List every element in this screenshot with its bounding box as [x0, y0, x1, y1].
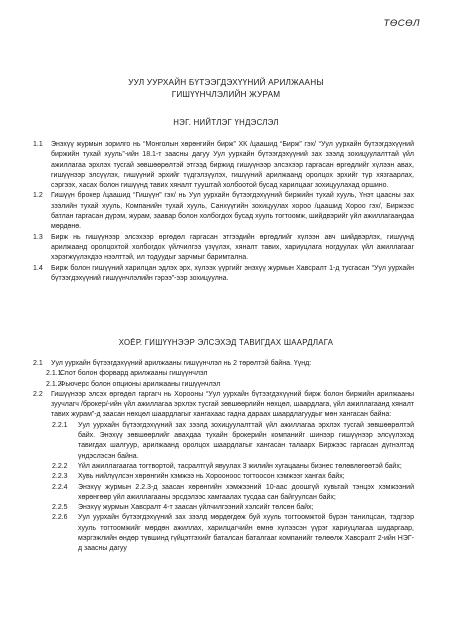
clause-2-2-2 — [0, 462, 452, 472]
clause-text: Гишүүнээр элсэх өргөдөл гаргагч нь Хорооны “Уул уурхайн бүтээгдэхүүний бирж болон биржийн арилжааны зуучлагч /брокер/-ийн үйл ажиллагаа эрхлэх тусгай зөвшөөрлийн нөхцөл, шаардлага, үйл ажиллагаанд хяналт тавих журам”-д заасан нөхцөл шаардлагыг хангахаас гадна дараах шаардлагуудыг мөн хангасан байна: — [51, 390, 414, 419]
clause-text: Хувь нийлүүлсэн хөрөнгийн хэмжээ нь Хорооноос тогтоосон хэмжээг хангах байх; — [78, 473, 345, 481]
clause-1-4 — [0, 264, 452, 285]
clause-text: Уул уурхайн бүтээгдэхүүний арилжааны гишүүнчлэл нь 2 төрөлтэй байна. Үүнд: — [51, 360, 312, 367]
section-1-body — [0, 140, 452, 284]
document-title — [0, 77, 452, 101]
clause-2-2-5 — [0, 503, 452, 513]
clause-2-2-1 — [0, 421, 452, 462]
clause-2-1 — [0, 359, 452, 369]
clause-2-2 — [0, 390, 452, 421]
clause-number: 2.2.2 — [52, 462, 68, 470]
clause-1-2 — [0, 191, 452, 232]
clause-text: Энэхүү журмын зорилго нь “Монголын хөрөнгийн бирж” ХК /цаашид “Бирж” гэх/ “Уул уурхайн бүтээгдэхүүний биржийн тухай хууль”-ийн 18.1-т заасны дагуу Уул уурхайн бүтээгдэхүүний зах зээлд зохицуулалттай үйл ажиллагаа эрхлэх тусгай зөвшөөрөлтэй этгээд биржид гишүүнээр элсэхээр гаргасан өргөдлийг хүлээн авах, гишүүнээр элсүүлэх, гишүүний эрхийг түдгэлзүүлэх, гишүүний арилжаанд оролцох эрхийг түр хязгаарлах, сэргээх, хасах болон гишүүнд тавих хяналт тууштай холбоотой бусад харилцааг зохицуулахад оршино. — [51, 141, 414, 190]
clause-text: Бирж нь гишүүнээр элсэхээр өргөдөл гаргасан этгээдийн өргөдлийг хүлээн авч шийдвэрлэх, гишүүнд арилжаанд оролцохтой холбогдох үйлчилгээ үзүүлэх, хяналт тавих, хариуцлага ногдуулах үйл ажиллагааг хэрэгжүүлэхдээ нээлттэй, ил тодуудыг зарчмыг баримтална. — [51, 233, 414, 262]
clause-number: 2.2.6 — [52, 514, 68, 522]
clause-1-3 — [0, 233, 452, 264]
clause-number: 2.1.2. — [46, 380, 64, 388]
clause-number: 2.1.1. — [46, 370, 64, 378]
document-title-line-2: ГИШҮҮНЧЛЭЛИЙН ЖУРАМ — [171, 90, 281, 99]
clause-number: 2.2.1 — [52, 421, 68, 429]
section-2-heading: ХОЁР. ГИШҮҮНЭЭР ЭЛСЭХЭД ТАВИГДАХ ШААРДЛАГА — [118, 338, 334, 347]
clause-number: 2.2.5 — [52, 504, 68, 512]
clause-text: Уул уурхайн бүтээгдэхүүний зах зээлд мөрдөгдөж буй хууль тогтоомжтой бүрэн танилцсан, тэдгээр хууль тогтоомжийг мөрдөн ажиллах, харилцагчийн өмнө хүлээсэн үүрэг хариуцлагаа шударгаар, мэргэжлийн өндөр түвшинд гүйцэтгэхийг баталсан баталгааг компанийг төлөөлж Хавсралт 2-ийн НЭГ-д заасны дагуу — [78, 514, 414, 553]
clause-text: Фьючерс болон опционы арилжааны гишүүнчлэл — [60, 380, 221, 388]
clause-text: Бирж болон гишүүний харилцан эдлэх эрх, хүлээх үүргийг энэхүү журмын Хавсралт 1-д тусгасан “Уул уурхайн бүтээгдэхүүний гишүүнчлэлийн гэрээ”-ээр зохицуулна. — [51, 264, 414, 282]
clause-text: Гишүүн брокер /цаашид “Гишүүн” гэх/ нь Уул уурхайн бүтээгдэхүүний биржийн тухай хууль, Үнэт цаасны зах зээлийн тухай хууль, Компанийн тухай хууль, Санхүүгийн зохицуулах хороо /цаашид Хороо гэх/, Биржээс батлан гаргасан дүрэм, журам, заавар болон холбогдох бусад хууль тогтоомж, шийдвэрийг үйл ажиллагаандаа мөрдөнө. — [51, 192, 414, 231]
clause-number: 2.1 — [33, 360, 43, 367]
section-1-heading: НЭГ. НИЙТЛЭГ ҮНДЭСЛЭЛ — [173, 118, 279, 127]
clause-2-2-4 — [0, 483, 452, 504]
clause-text: Энэхүү журмын Хавсралт 4-т заасан үйлчилгээний хэлсийг төлсөн байх; — [78, 504, 314, 512]
section-2-body — [0, 359, 452, 555]
clause-2-2-6 — [0, 513, 452, 554]
clause-number: 2.2 — [33, 390, 43, 398]
clause-number: 2.2.4 — [52, 483, 68, 491]
clause-number: 2.2.3 — [52, 473, 68, 481]
clause-text: Спот болон форвард арилжааны гишүүнчлэл — [60, 370, 208, 378]
clause-text: Энэхүү журмын 2.2.3-д заасан хөрөнгийн хэмжээний 10-аас доошгүй хувьтай тэнцэх хэмжээний хөрөнгөөр үйл ажиллагааны эрсдэлээс хамгаалах тусдаа сан байгуулсан байх; — [78, 483, 414, 501]
document-title-line-1: УУЛ УУРХАЙН БҮТЭЭГДЭХҮҮНИЙ АРИЛЖААНЫ — [128, 78, 324, 87]
clause-text: Үйл ажиллагаагаа тогтвортой, тасралтгүй явуулах 3 жилийн хугацааны бизнес төлөвлөгөөтэй байх; — [78, 462, 402, 470]
clause-2-2-3 — [0, 472, 452, 482]
clause-number: 1.3 — [33, 233, 43, 241]
clause-1-1 — [0, 140, 452, 191]
clause-2-1-1 — [0, 369, 452, 379]
draft-label: ТӨСӨЛ — [383, 18, 420, 29]
clause-number: 1.1 — [33, 141, 43, 148]
clause-number: 1.2 — [33, 192, 43, 200]
clause-number: 1.4 — [33, 264, 43, 272]
clause-2-1-2 — [0, 380, 452, 390]
clause-text: Уул уурхайн бүтээгдэхүүний зах зээлд зохицуулалттай үйл ажиллагаа эрхлэх тусгай зөвшөөрөлтэй байх. Энэхүү зөвшөөрлийг авахдаа тухайн брокерийн компанийг шинээр гишүүнээр элсүүлэхэд тавигдах шалгуур, арилжаанд оролцох шаардлагыг хангасан талаарх Биржээс гаргасан дүгнэлтэд үндэслэсэн байна. — [78, 421, 414, 460]
